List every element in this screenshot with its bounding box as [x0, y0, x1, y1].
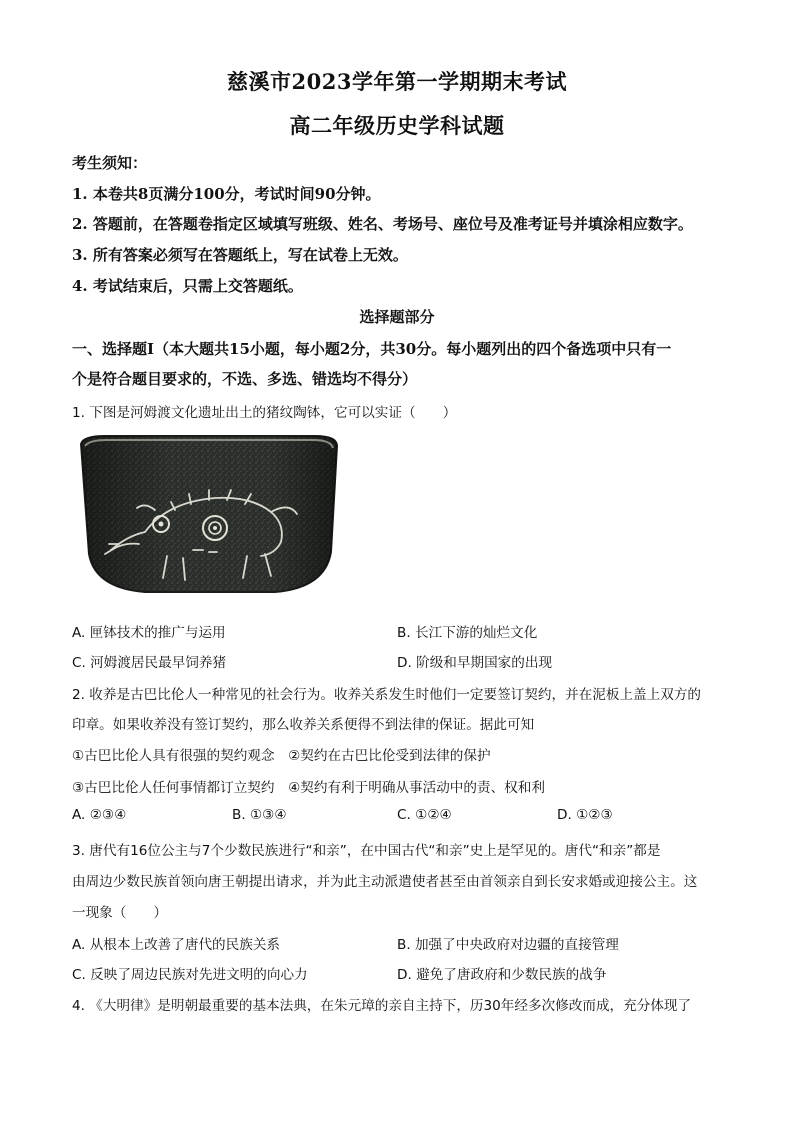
q3-option-c: C. 反映了周边民族对先进文明的向心力: [72, 967, 308, 983]
q1-option-b: B. 长江下游的灿烂文化: [397, 625, 538, 641]
q1-option-c: C. 河姆渡居民最早饲养猪: [72, 655, 227, 671]
notice-heading: 考生须知：: [72, 154, 148, 172]
q3-option-d: D. 避免了唐政府和少数民族的战争: [397, 967, 607, 983]
pig-pattern-pottery-bowl-image: [75, 432, 343, 596]
q2-stem-line-1: 2. 收养是古巴比伦人一种常见的社会行为。收养关系发生时他们一定要签订契约，并在泥板上盖上双方的: [72, 687, 702, 703]
q1-option-a: A. 匣钵技术的推广与运用: [72, 625, 226, 641]
q2-option-b: B. ①③④: [232, 807, 287, 823]
q2-stem-line-2: 印章。如果收养没有签订契约，那么收养关系便得不到法律的保证。据此可知: [72, 717, 535, 733]
notice-item-1: 1. 本卷共8页满分100分，考试时间90分钟。: [72, 185, 381, 203]
q2-option-c: C. ①②④: [397, 807, 452, 823]
notice-item-3: 3. 所有答案必须写在答题纸上，写在试卷上无效。: [72, 246, 408, 264]
notice-item-4: 4. 考试结束后，只需上交答题纸。: [72, 277, 303, 295]
q4-stem-line-1: 4. 《大明律》是明朝最重要的基本法典，在朱元璋的亲自主持下，历30年经多次修改而成，充分体现了: [72, 998, 692, 1014]
q2-option-d: D. ①②③: [557, 807, 613, 823]
exam-subtitle: 高二年级历史学科试题: [289, 113, 505, 138]
q1-option-d: D. 阶级和早期国家的出现: [397, 655, 553, 671]
q3-stem-line-3: 一现象（ ）: [72, 905, 168, 921]
exam-title: 慈溪市2023学年第一学期期末考试: [227, 69, 567, 94]
q3-stem-line-1: 3. 唐代有16位公主与7个少数民族进行“和亲”，在中国古代“和亲”史上是罕见的。唐代“和亲”都是: [72, 843, 661, 859]
q3-option-b: B. 加强了中央政府对边疆的直接管理: [397, 937, 619, 953]
q1-stem: 1. 下图是河姆渡文化遗址出土的猪纹陶钵，它可以实证（ ）: [72, 405, 457, 421]
q3-option-a: A. 从根本上改善了唐代的民族关系: [72, 937, 281, 953]
section-instructions-1: 一、选择题Ⅰ（本大题共15小题，每小题2分，共30分。每小题列出的四个备选项中只有一: [72, 340, 672, 358]
q2-statements-line-1: ①古巴比伦人具有很强的契约观念 ②契约在古巴比伦受到法律的保护: [72, 748, 491, 764]
q3-stem-line-2: 由周边少数民族首领向唐王朝提出请求，并为此主动派遣使者甚至由首领亲自到长安求婚或迎接公主。这: [72, 874, 698, 890]
q2-statements-line-2: ③古巴比伦人任何事情都订立契约 ④契约有利于明确从事活动中的责、权和利: [72, 780, 545, 796]
section-instructions-2: 个是符合题目要求的，不选、多选、错选均不得分）: [72, 370, 418, 388]
section-title: 选择题部分: [359, 308, 435, 326]
notice-item-2: 2. 答题前，在答题卷指定区域填写班级、姓名、考场号、座位号及准考证号并填涂相应数字。: [72, 215, 693, 233]
q2-option-a: A. ②③④: [72, 807, 127, 823]
